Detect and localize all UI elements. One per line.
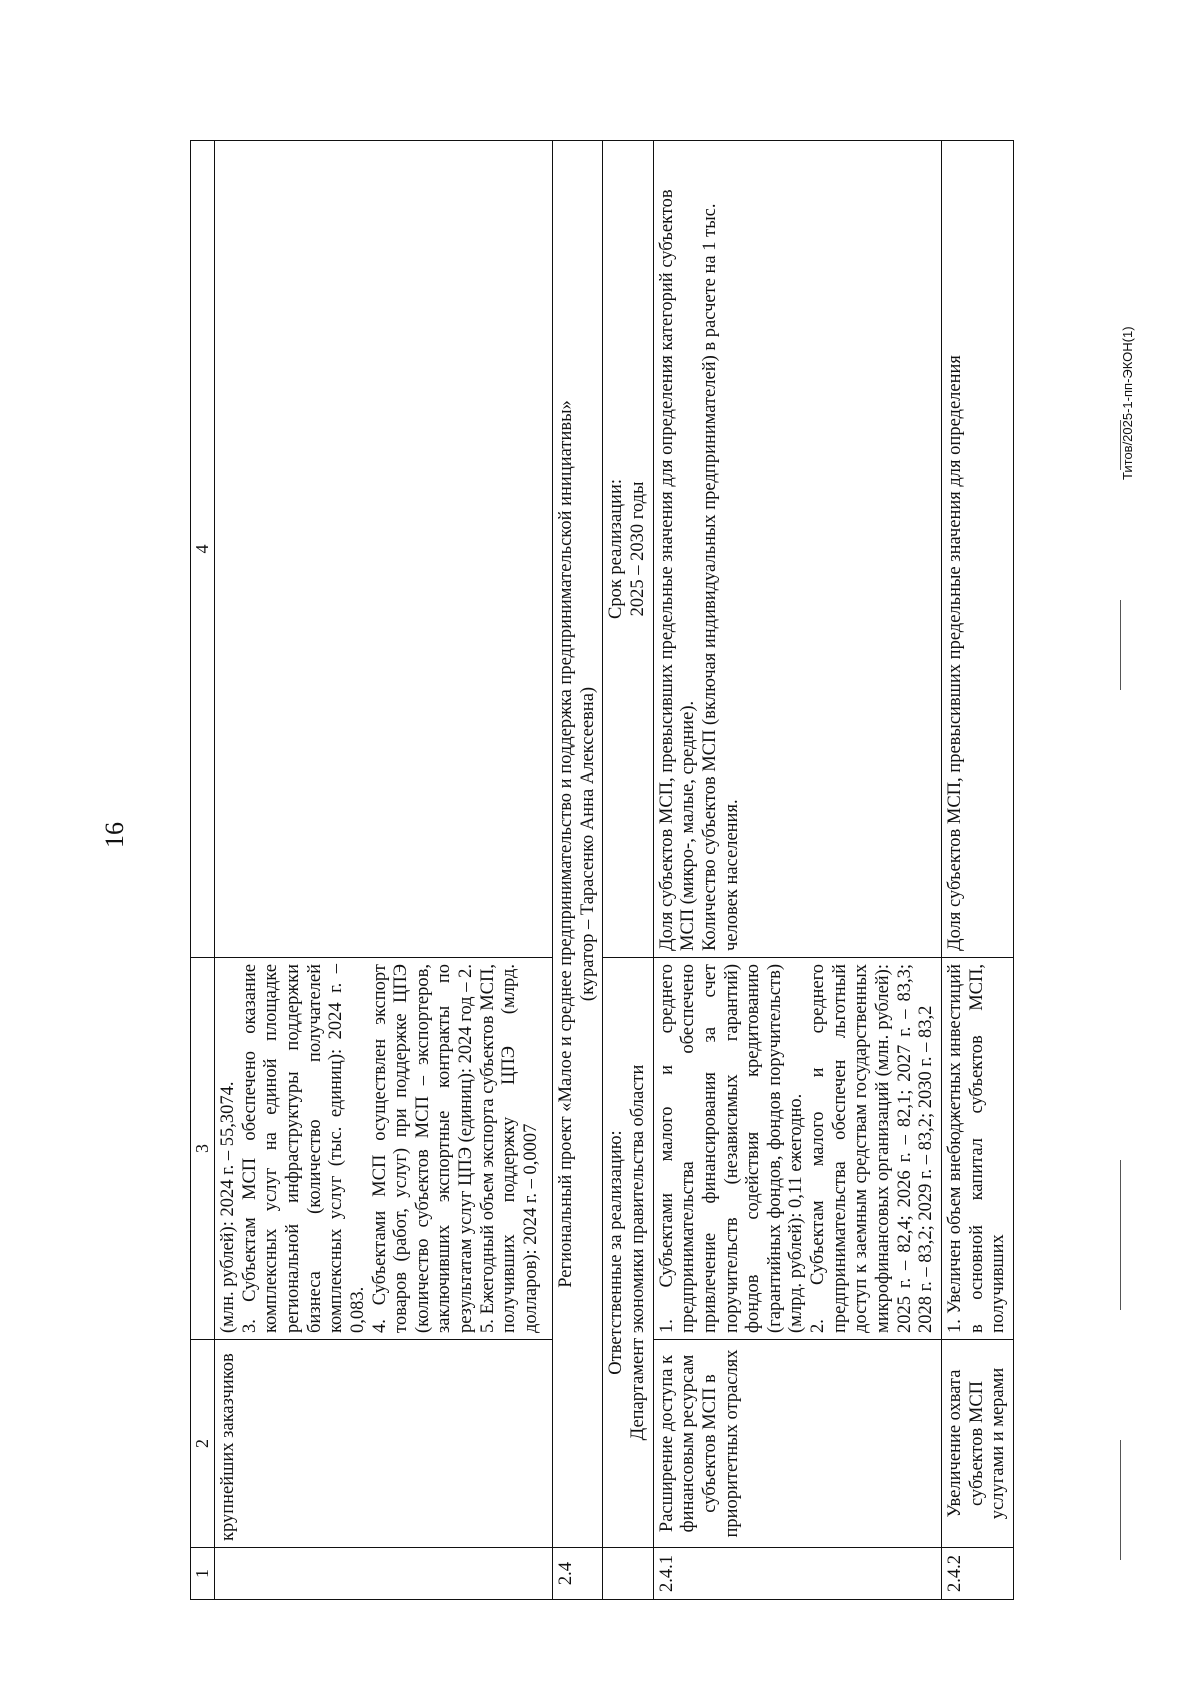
program-table [190, 140, 1014, 1600]
result-line: (млн. рублей): 2024 г. – 55,3074. [218, 1081, 239, 1333]
cell-task: Увеличение охвата субъектов МСП услугами и мерами [941, 1340, 1013, 1548]
indicator-line: Количество субъектов МСП (включая индивидуальных предпринимателей) в расчете на 1 тыс. человек населения. [699, 203, 742, 951]
cell-results [653, 958, 941, 1340]
header-col-1: 1 [191, 1548, 215, 1600]
header-col-2: 2 [191, 1340, 215, 1548]
row-number: 2.4.2 [941, 1548, 1013, 1600]
rotated-table-container [190, 140, 1050, 1600]
responsible-empty-cell [603, 1548, 653, 1600]
cell-indicators [653, 141, 941, 958]
term-value: 2025 – 2030 годы [627, 481, 648, 617]
header-col-3: 3 [191, 958, 215, 1340]
table-row [653, 141, 941, 1600]
scan-artifact-line [1120, 1160, 1121, 1310]
project-curator: (куратор – Тарасенко Анна Алексеевна) [577, 686, 598, 1002]
term-label: Срок реализации: [606, 479, 627, 620]
responsible-row [603, 141, 653, 1600]
responsible-cell [603, 958, 653, 1548]
cell-indicators: Доля субъектов МСП, превысивших предельные значения для определения [941, 141, 1013, 958]
responsible-label: Ответственные за реализацию: [606, 1130, 627, 1375]
scan-artifact-line [1120, 1440, 1121, 1560]
table-row [941, 141, 1013, 1600]
project-row [553, 141, 603, 1600]
table-row [215, 141, 553, 1600]
document-footer-code: Титов/2025-1-пп-ЭКОН(1) [1120, 326, 1135, 480]
project-number: 2.4 [553, 1548, 603, 1600]
result-line: 2. Субъектам малого и среднего предпринимательства обеспечен льготный доступ к заемным средствам государственных микрофинансовых организаций (млн. рублей): 2025 г. – 82,4; 2026 г. – 82,1; 2027 г. – 83,3; 2028 г. – 83,2; 2029 г. – 83,2; 2030 г. – 83,2 [808, 964, 937, 1333]
cell-task: Расширение доступа к финансовым ресурсам субъектов МСП в приоритетных отраслях [653, 1340, 941, 1548]
term-cell [603, 141, 653, 958]
cell-results [215, 958, 553, 1340]
result-line: 5. Ежегодный объем экспорта субъектов МСП, получивших поддержку ЦПЭ (млрд. долларов): 2024 г. – 0,0007 [477, 964, 542, 1333]
cell-indicators [215, 141, 553, 958]
result-line: 3. Субъектам МСП обеспечено оказание комплексных услуг на единой площадке региональной инфраструктуры поддержки бизнеса (количество получателей комплексных услуг (тыс. единиц): 2024 г. – 0,083. [239, 964, 368, 1333]
page-number: 16 [100, 822, 129, 848]
scan-artifact-line [1120, 600, 1121, 690]
cell-results: 1. Увеличен объем внебюджетных инвестиций в основной капитал субъектов МСП, получивших [941, 958, 1013, 1340]
result-line: 1. Субъектами малого и среднего предпринимательства обеспечено привлечение финансирования за счет поручительств (независимых гарантий) фондов содействия кредитованию (гарантийных фондов, фондов поручительств) (млрд. рублей): 0,11 ежегодно. [656, 964, 807, 1333]
project-title-line: Региональный проект «Малое и среднее предпринимательство и поддержка предпринимательской инициативы» [556, 400, 577, 1288]
row-number: 2.4.1 [653, 1548, 941, 1600]
cell-number [215, 1548, 553, 1600]
responsible-value: Департамент экономики правительства области [627, 1064, 648, 1441]
header-col-4: 4 [191, 141, 215, 958]
cell-task: крупнейших заказчиков [215, 1340, 553, 1548]
indicator-line: Доля субъектов МСП, превысивших предельные значения для определения категорий субъектов МСП (микро-, малые, средние). [656, 189, 699, 951]
project-title [553, 141, 603, 1548]
table-header-row [191, 141, 215, 1600]
result-line: 4. Субъектами МСП осуществлен экспорт товаров (работ, услуг) при поддержке ЦПЭ (количество субъектов МСП – экспортеров, заключивших экспортные контракты по результатам услуг ЦПЭ (единиц): 2024 год – 2. [369, 964, 477, 1333]
